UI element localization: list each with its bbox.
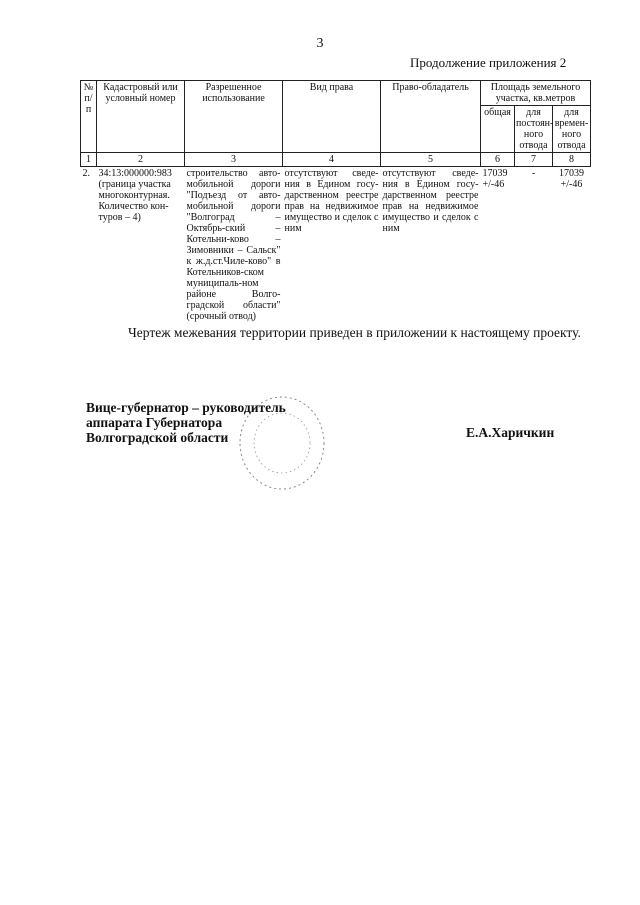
row-area-permanent: - [531,168,536,179]
signature-position-line2: аппарата Губернатора [86,415,223,430]
header-num: № п/п [81,81,97,153]
signature-position-line1: Вице-губернатор – руководитель [86,400,286,415]
column-number: 1 [81,153,97,167]
drawing-note: Чертеж межевания территории приведен в приложении к настоящему проекту. [128,325,581,340]
land-plot-table [80,80,591,323]
row-cadastral: 34:13:000000:983 (граница участка многоконтурная. Количество кон-туров – 4) [98,168,172,223]
row-permitted-use: строительство авто-мобильной дороги "Подъезд от авто-мобильной дороги "Волгоград – Октябрь-ский – Котельни-ково – Зимовники – Сальск" к ж.д.ст.Чиле-ково" в Котельников-ском муниципаль-ном районе Волго-градской области" (срочный отвод) [186,168,281,322]
row-holder: отсутствуют сведе-ния в Едином госу-дарственном реестре прав на недвижимое имущество и сделок с ним [382,168,479,234]
header-cadastral: Кадастровый или условный номер [97,81,185,153]
header-area-total: общая [481,106,515,153]
signature-position [86,400,286,445]
header-holder: Право-обладатель [381,81,481,153]
column-number: 4 [283,153,381,167]
column-number: 7 [515,153,553,167]
column-number: 5 [381,153,481,167]
table-row [81,167,591,324]
header-right-type: Вид права [283,81,381,153]
row-num: 2. [82,168,90,179]
column-number: 3 [185,153,283,167]
header-area-permanent: для постоян-ного отвода [516,107,554,151]
signer-name: Е.А.Харичкин [466,425,555,440]
column-number: 6 [481,153,515,167]
signature-position-line3: Волгоградской области [86,430,229,445]
column-number: 2 [97,153,185,167]
header-area-group: Площадь земельного участка, кв.метров [481,81,591,106]
column-number: 8 [553,153,591,167]
header-area-temporary: для времен-ного отвода [553,106,591,153]
continuation-caption: Продолжение приложения 2 [410,55,567,70]
header-permitted-use: Разрешенное использование [185,81,283,153]
row-right-type: отсутствуют сведе-ния в Едином госу-дарственном реестре прав на недвижимое имущество и сделок с ним [284,168,379,234]
row-area-total: 17039 +/-46 [482,168,508,190]
page-number: 3 [316,36,324,51]
row-area-temporary: 17039 +/-46 [559,168,585,190]
